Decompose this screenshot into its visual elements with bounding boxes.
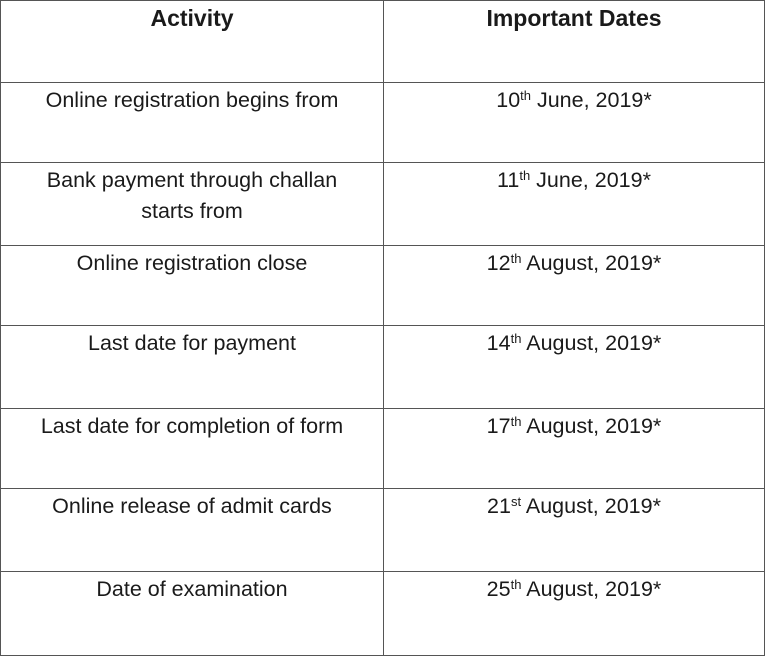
date-cell — [384, 326, 765, 409]
date-day: 17 — [486, 414, 511, 438]
date-rest: June, 2019* — [530, 168, 651, 192]
date-day: 25 — [486, 577, 511, 601]
date-cell — [384, 246, 765, 326]
date-ordinal-suffix: th — [519, 167, 531, 183]
table-row — [1, 489, 765, 572]
date-ordinal-suffix: st — [510, 493, 522, 509]
date-ordinal-suffix: th — [510, 250, 522, 266]
date-ordinal-suffix: th — [510, 330, 522, 346]
date-cell — [384, 489, 765, 572]
date-ordinal-suffix: th — [510, 576, 522, 592]
date-day: 14 — [486, 331, 511, 355]
date-ordinal-suffix: th — [520, 87, 531, 103]
date-rest: August, 2019* — [521, 577, 662, 601]
date-day: 12 — [486, 251, 511, 275]
table-header-row — [1, 1, 765, 83]
activity-cell: Bank payment through challan starts from — [1, 163, 384, 246]
date-rest: August, 2019* — [521, 251, 662, 275]
table-row — [1, 83, 765, 163]
date-cell — [384, 163, 765, 246]
activity-cell: Online release of admit cards — [1, 489, 384, 572]
header-activity: Activity — [1, 1, 384, 83]
table-row — [1, 572, 765, 656]
activity-cell: Last date for completion of form — [1, 409, 384, 489]
date-rest: August, 2019* — [521, 331, 662, 355]
date-day: 21 — [487, 494, 511, 518]
table-row — [1, 409, 765, 489]
activity-cell: Online registration begins from — [1, 83, 384, 163]
date-cell — [384, 83, 765, 163]
table-row — [1, 163, 765, 246]
date-rest: August, 2019* — [521, 494, 661, 518]
activity-cell: Last date for payment — [1, 326, 384, 409]
activity-cell: Date of examination — [1, 572, 384, 656]
header-important-dates: Important Dates — [384, 1, 765, 83]
date-day: 11 — [497, 168, 520, 192]
date-ordinal-suffix: th — [510, 413, 522, 429]
date-cell — [384, 572, 765, 656]
date-rest: June, 2019* — [531, 88, 652, 112]
activity-cell: Online registration close — [1, 246, 384, 326]
date-day: 10 — [496, 88, 521, 112]
table-row — [1, 246, 765, 326]
date-rest: August, 2019* — [521, 414, 662, 438]
table-row — [1, 326, 765, 409]
date-cell — [384, 409, 765, 489]
